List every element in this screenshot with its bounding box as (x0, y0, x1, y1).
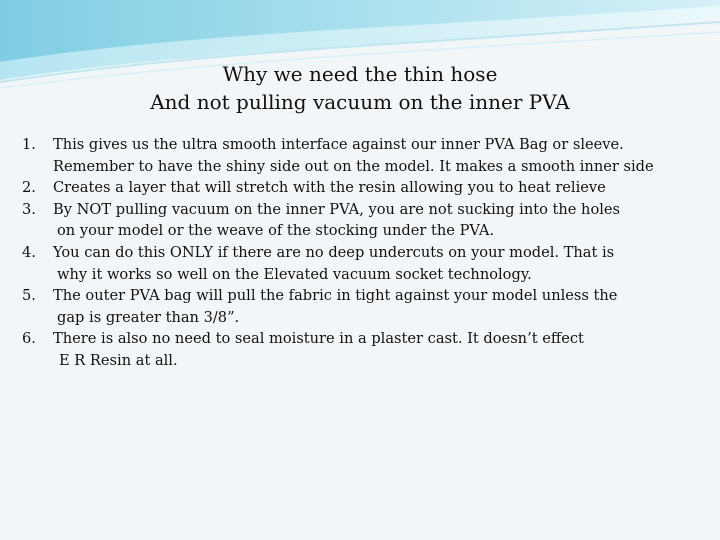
list-line: gap is greater than 3/8”. (57, 308, 240, 326)
list-number: 2. (22, 179, 36, 197)
list-item-3 (22, 199, 712, 242)
list-line: The outer PVA bag will pull the fabric in tight against your model unless the (53, 287, 618, 305)
list-line: You can do this ONLY if there are no deep undercuts on your model. That is (53, 243, 615, 261)
list-line: This gives us the ultra smooth interface against our inner PVA Bag or sleeve. (53, 136, 624, 153)
list-line: on your model or the weave of the stocking under the PVA. (57, 222, 495, 240)
list-number: 5. (22, 287, 36, 305)
list-line: Remember to have the shiny side out on the model. It makes a smooth inner side (53, 157, 654, 175)
list-number: 1. (22, 136, 36, 153)
list-number: 6. (22, 330, 36, 348)
bullet-list (22, 134, 712, 372)
list-item-1 (22, 134, 712, 177)
list-line: There is also no need to seal moisture in a plaster cast. It doesn’t effect (53, 330, 584, 348)
list-line: E R Resin at all. (59, 351, 178, 369)
list-item-6 (22, 328, 712, 371)
list-line: By NOT pulling vacuum on the inner PVA, you are not sucking into the holes (53, 200, 621, 218)
list-line: Creates a layer that will stretch with the resin allowing you to heat relieve (53, 179, 606, 197)
title-line-2: And not pulling vacuum on the inner PVA (150, 90, 570, 114)
slide-title (0, 60, 720, 116)
list-number: 3. (22, 200, 36, 218)
list-line: why it works so well on the Elevated vacuum socket technology. (57, 265, 532, 283)
list-item-2 (22, 177, 712, 199)
list-item-5 (22, 285, 712, 328)
title-line-1: Why we need the thin hose (222, 62, 498, 86)
list-number: 4. (22, 243, 36, 261)
list-item-4 (22, 242, 712, 285)
